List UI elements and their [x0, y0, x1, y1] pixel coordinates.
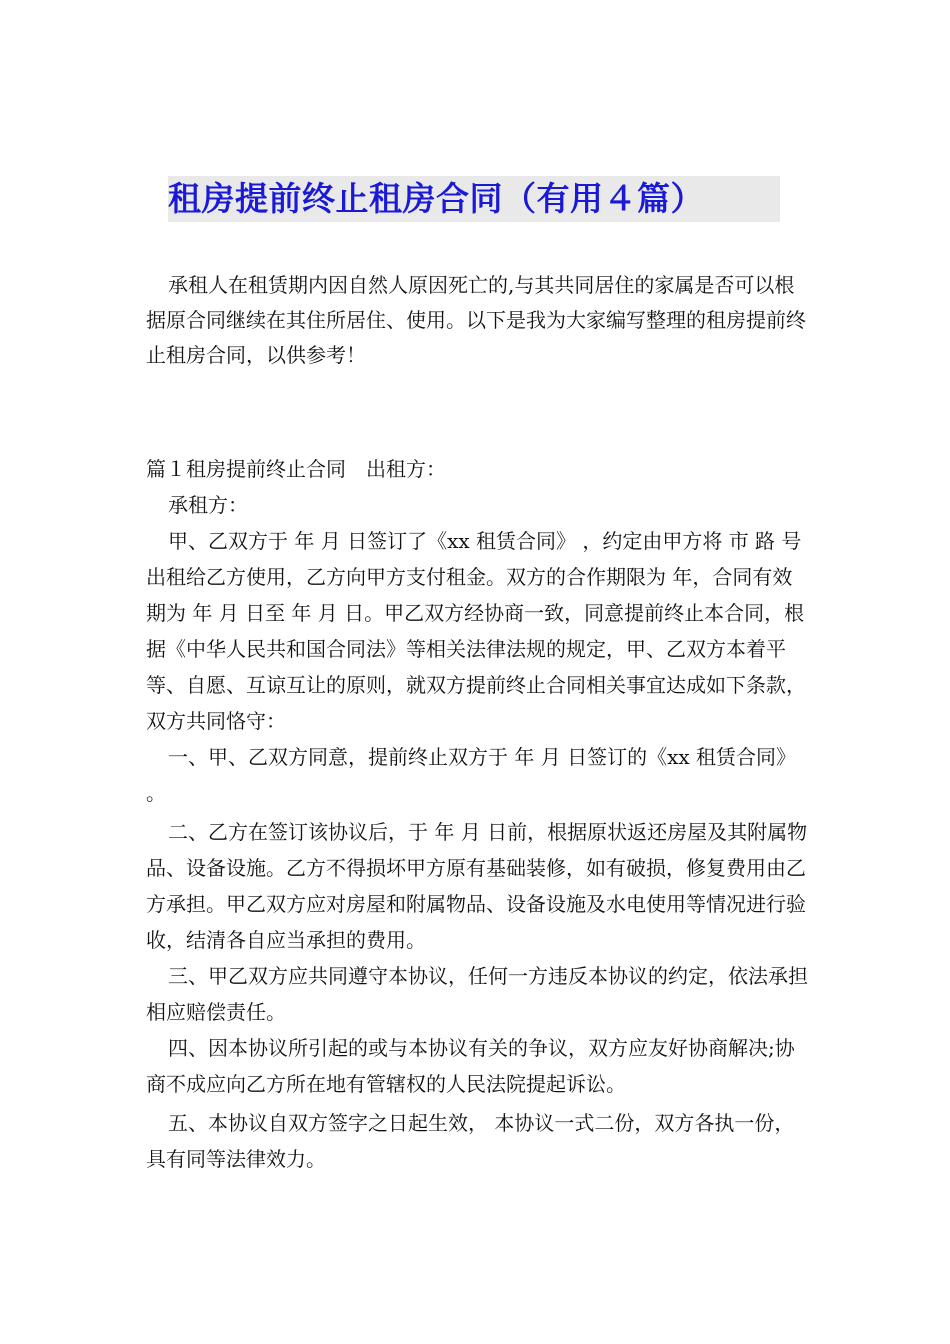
contract-clause-5: 五、本协议自双方签字之日起生效， 本协议一式二份，双方各执一份，具有同等法律效力。 [146, 1111, 795, 1171]
contract-clause-3: 三、甲乙双方应共同遵守本协议，任何一方违反本协议的约定，依法承担相应赔偿责任。 [146, 964, 808, 1024]
contract-clause-2: 二、乙方在签订该协议后，于 年 月 日前，根据原状返还房屋及其附属物品、设备设施。乙方不得损坏甲方原有基础装修，如有破损，修复费用由乙方承担。甲乙双方应对房屋和附属物品、设备设施及水电使用等情况进行验收，结清各自应当承担的费用。 [146, 820, 808, 952]
contract-paragraph-preamble: 甲、乙双方于 年 月 日签订了《xx 租赁合同》 ，约定由甲方将 市 路 号出租给乙方使用，乙方向甲方支付租金。双方的合作期限为 年，合同有效期为 年 月 日至 年 月 日。甲乙双方经协商一致，同意提前终止本合同，根据《中华人民共和国合同法》等相关法律法规的规定，甲、乙双方本着平等、自愿、互谅互让的原则，就双方提前终止合同相关事宜达成如下条款，双方共同恪守： [146, 529, 806, 733]
contract-clause-4: 四、因本协议所引起的或与本协议有关的争议，双方应友好协商解决;协商不成应向乙方所在地有管辖权的人民法院提起诉讼。 [146, 1036, 795, 1096]
intro-paragraph: 承租人在租赁期内因自然人原因死亡的,与其共同居住的家属是否可以根据原合同继续在其住所居住、使用。以下是我为大家编写整理的租房提前终止租房合同，以供参考！ [146, 273, 806, 367]
contract-body [146, 451, 810, 1177]
section-heading: 篇１租房提前终止合同 出租方： [146, 457, 446, 481]
document-title: 租房提前终止租房合同（有用４篇） [168, 176, 780, 222]
contract-clause-1: 一、甲、乙双方同意，提前终止双方于 年 月 日签订的《xx 租赁合同》 。 [146, 745, 796, 805]
lessee-line: 承租方： [168, 493, 248, 517]
intro-block [146, 268, 810, 373]
